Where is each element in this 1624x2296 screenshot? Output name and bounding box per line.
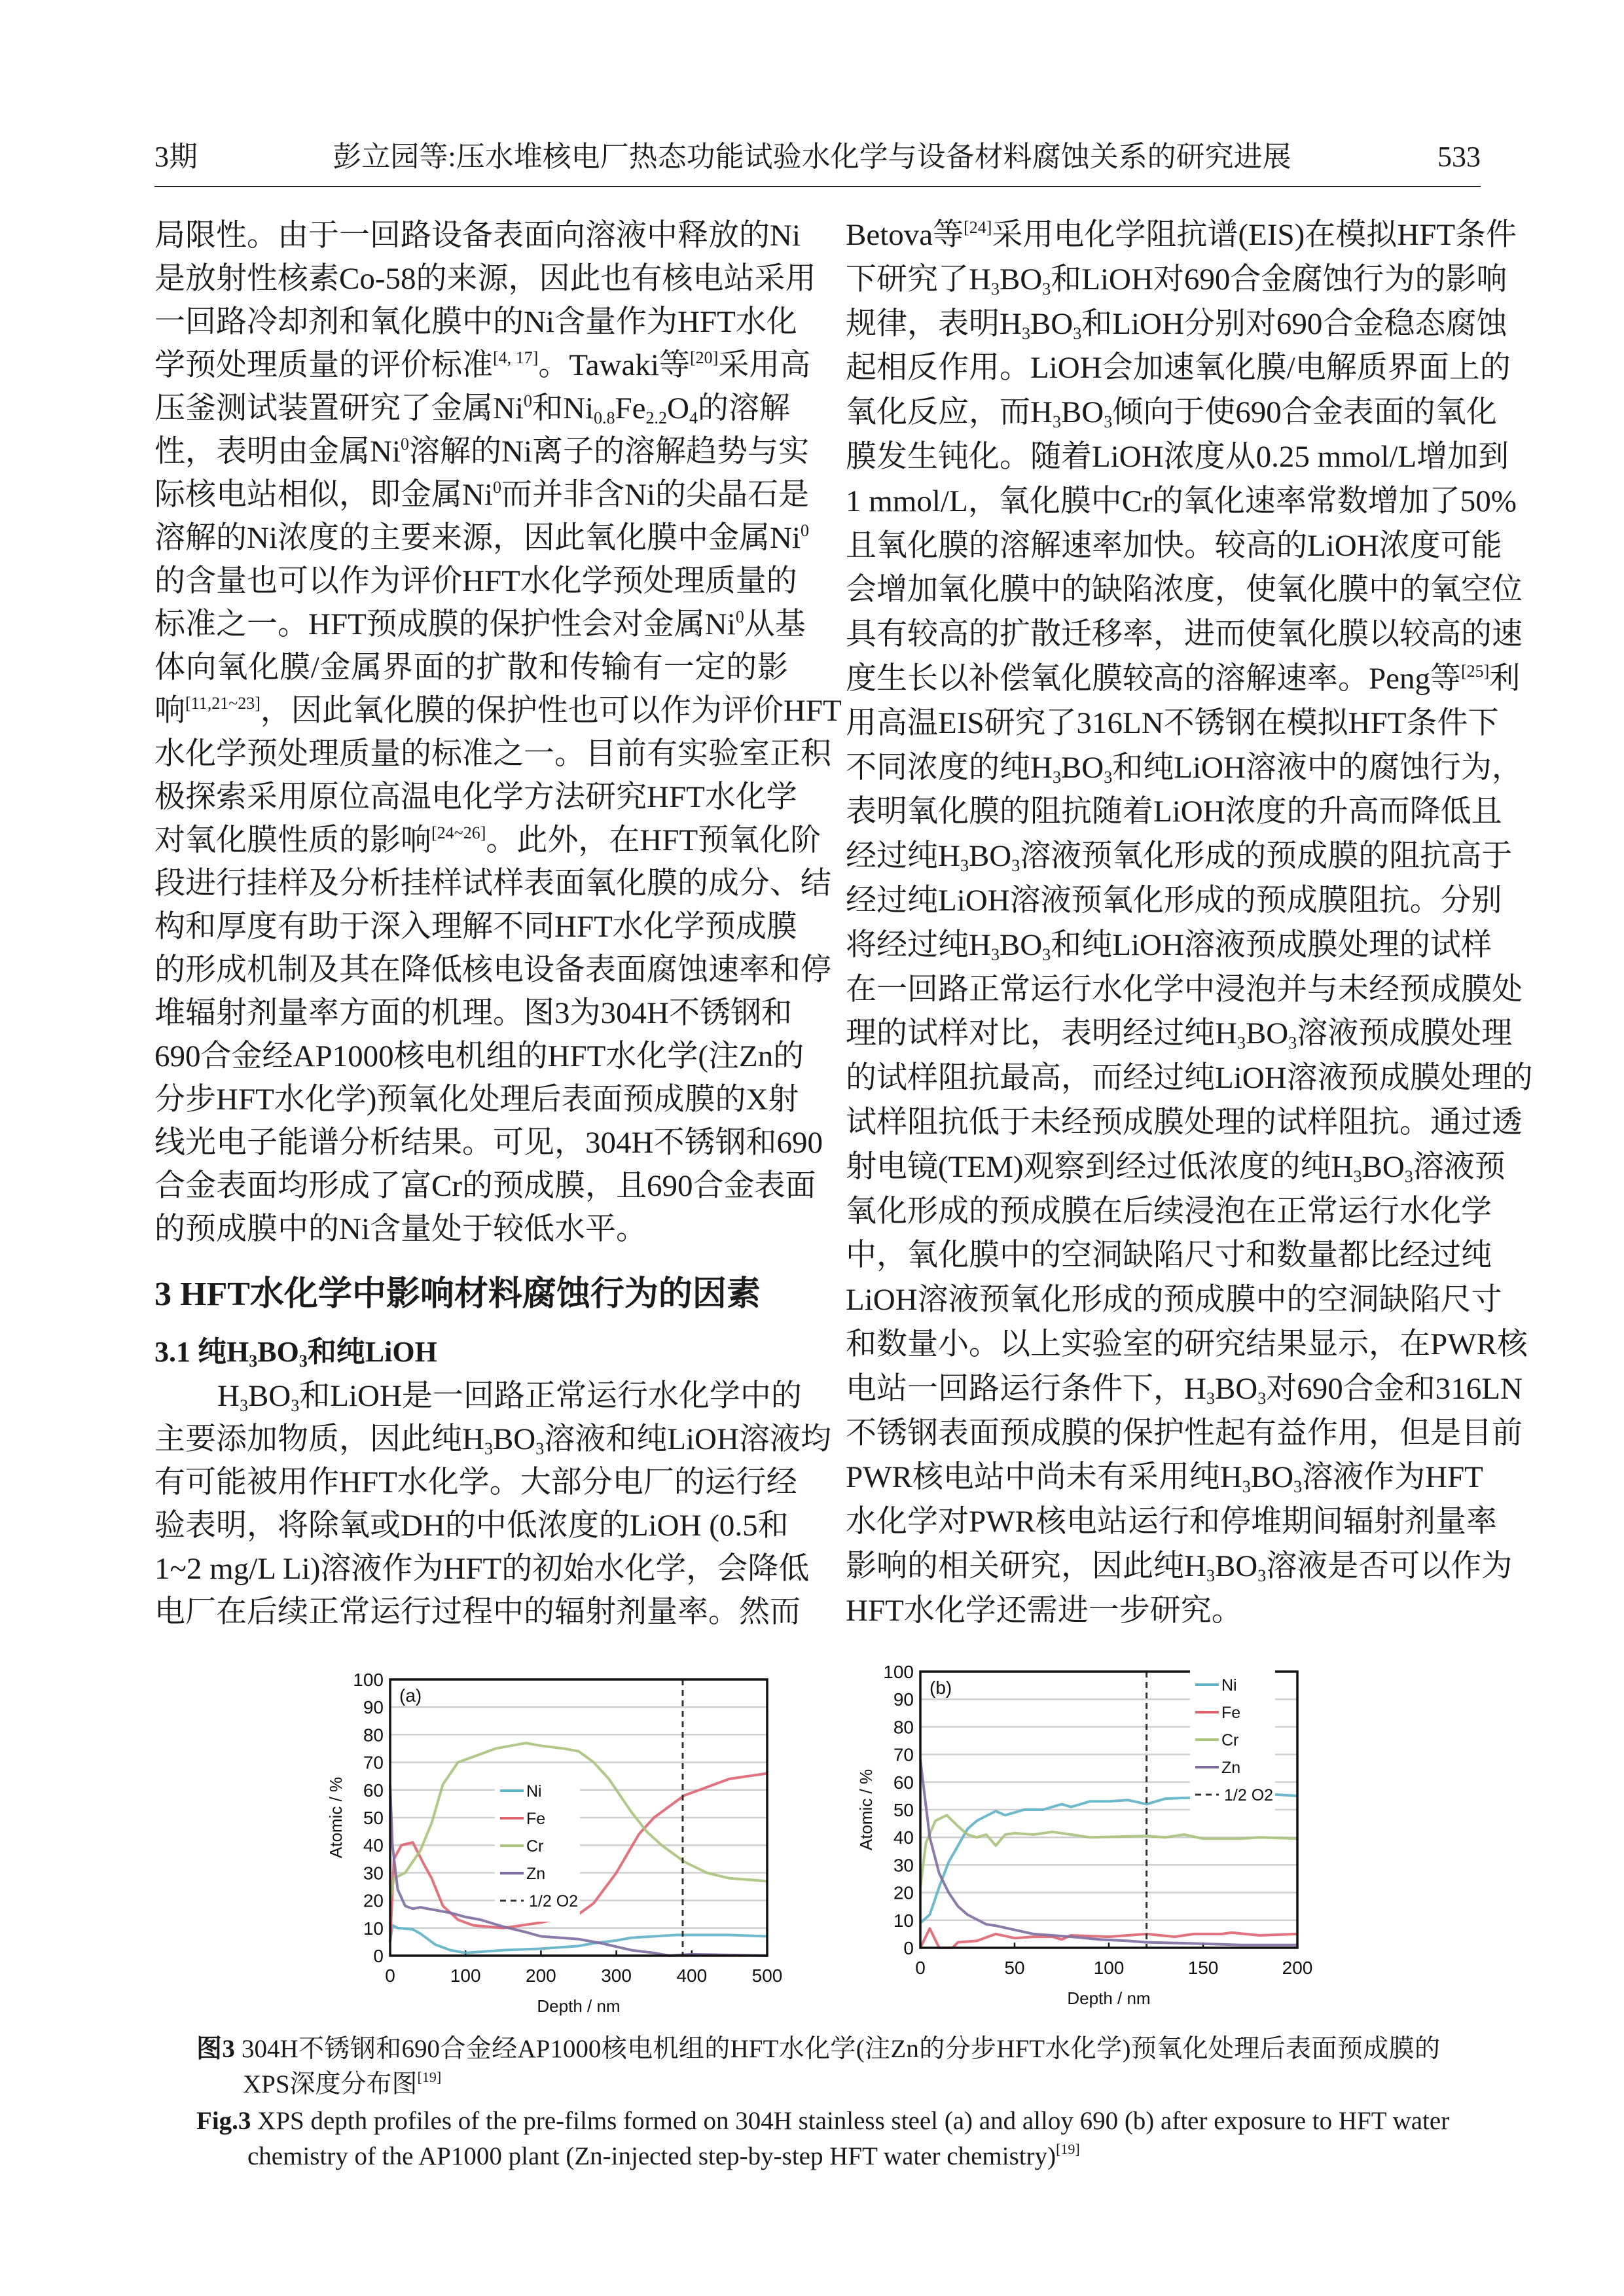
subscript: 3 — [239, 1396, 248, 1415]
text-run: 对氧化膜性质的影响 — [154, 823, 431, 857]
text-run: 水化学预处理质量的标准之一。目前有实验室正积 — [154, 737, 831, 771]
text-line — [154, 948, 831, 992]
chart-b — [844, 1648, 1316, 2022]
legend-label: Fe — [1221, 1704, 1241, 1722]
x-tick-label: 0 — [385, 1965, 395, 1986]
text-line — [846, 924, 1492, 968]
y-tick-label: 100 — [353, 1670, 384, 1690]
text-line — [154, 1078, 799, 1121]
text-run: 具有较高的扩散迁移率，进而使氧化膜以较高的速 — [846, 617, 1523, 652]
header-page-number: 533 — [1437, 141, 1481, 173]
text-line — [154, 1208, 788, 1251]
y-tick-label: 30 — [893, 1855, 914, 1876]
text-run: 690合金经AP1000核电机组的HFT水化学(注Zn的 — [154, 1039, 804, 1073]
y-tick-label: 10 — [363, 1918, 384, 1939]
y-tick-label: 30 — [363, 1863, 384, 1884]
subscript: 3 — [1042, 944, 1051, 964]
text-run: 溶液预氧化形成的预成膜的阻抗高于 — [1020, 839, 1513, 874]
left-column-paragraph — [154, 214, 842, 1251]
text-line — [154, 905, 797, 948]
text-line — [154, 689, 842, 732]
text-run: 溶液是否可以作为 — [1266, 1549, 1513, 1583]
text-run: Fe — [615, 391, 646, 425]
x-tick-label: 500 — [751, 1965, 783, 1986]
text-line — [154, 1035, 804, 1078]
text-run: BO — [257, 1336, 299, 1368]
legend-label: Zn — [526, 1865, 546, 1883]
subscript: 3 — [535, 1439, 545, 1458]
right-column-paragraph — [846, 213, 1533, 1634]
legend-label: Ni — [526, 1782, 542, 1801]
x-tick-label: 150 — [1187, 1958, 1219, 1978]
panel-label: (b) — [929, 1677, 952, 1698]
text-run: 的试样阻抗最高，而经过纯LiOH溶液预成膜处理的 — [846, 1061, 1533, 1096]
y-tick-label: 60 — [893, 1772, 914, 1793]
legend-label: Zn — [1221, 1759, 1241, 1777]
text-run: 在一回路正常运行水化学中浸泡并与未经预成膜处 — [846, 972, 1523, 1007]
text-line — [154, 516, 809, 560]
y-tick-label: 10 — [893, 1910, 914, 1931]
text-line — [846, 1500, 1497, 1545]
text-run: 1 mmol/L，氧化膜中Cr的氧化速率常数增加了50% — [846, 484, 1517, 518]
header-title: 彭立园等:压水堆核电厂热态功能试验水化学与设备材料腐蚀关系的研究进展 — [333, 141, 1291, 173]
superscript-citation: [24] — [964, 218, 992, 237]
legend-label: Cr — [526, 1837, 544, 1856]
y-tick-label: 50 — [893, 1800, 914, 1820]
header-issue: 3期 — [154, 141, 198, 173]
text-run: Betova等 — [846, 218, 964, 252]
y-tick-label: 60 — [363, 1780, 384, 1801]
text-run: 氧化形成的预成膜在后续浸泡在正常运行水化学 — [846, 1194, 1492, 1229]
text-line — [154, 1374, 802, 1418]
panel-label: (a) — [399, 1685, 422, 1706]
text-run: 膜发生钝化。随着LiOH浓度从0.25 mmol/L增加到 — [846, 439, 1509, 474]
text-run: 堆辐射剂量率方面的机理。图3为304H不锈钢和 — [154, 996, 792, 1030]
subscript: 3 — [1052, 412, 1061, 432]
text-run: 段进行挂样及分析挂样试样表面氧化膜的成分、结 — [154, 867, 831, 901]
subscript: 3 — [249, 1352, 258, 1371]
x-tick-label: 400 — [676, 1965, 708, 1986]
text-run: 和LiOH对690合金腐蚀行为的影响 — [1051, 262, 1507, 296]
text-run: 度生长以补偿氧化膜较高的溶解速率。Peng等 — [846, 661, 1461, 696]
text-run: 而并非含Ni的尖晶石是 — [501, 478, 809, 512]
text-run: 局限性。由于一回路设备表面向溶液中释放的Ni — [154, 219, 801, 253]
text-line — [846, 568, 1523, 613]
x-tick-label: 100 — [1093, 1958, 1125, 1978]
text-line — [846, 524, 1502, 569]
text-run: 溶液预 — [1413, 1149, 1506, 1184]
text-run: 和数量小。以上实验室的研究结果显示，在PWR核 — [846, 1327, 1528, 1361]
text-run: 际核电站相似，即金属Ni — [154, 478, 493, 512]
text-run: 起相反作用。LiOH会加速氧化膜/电解质界面上的 — [846, 351, 1511, 386]
superscript-citation: [25] — [1461, 661, 1490, 681]
text-line — [154, 1504, 788, 1547]
text-line — [846, 702, 1499, 746]
text-run: 的含量也可以作为评价HFT水化学预处理质量的 — [154, 564, 797, 598]
superscript-citation: [20] — [689, 348, 719, 367]
series-line-cr — [920, 1815, 1297, 1887]
text-line — [154, 300, 797, 344]
subscript: 3 — [990, 944, 1000, 964]
text-run: 倾向于使690合金表面的氧化 — [1112, 395, 1497, 430]
legend-label: 1/2 O2 — [1224, 1786, 1274, 1804]
text-line — [846, 968, 1523, 1013]
superscript-citation: 0 — [524, 391, 532, 410]
text-line — [846, 879, 1502, 924]
text-line — [154, 214, 801, 257]
subscript: 3 — [960, 856, 969, 876]
text-line — [846, 1589, 1481, 1634]
y-tick-label: 80 — [363, 1725, 384, 1746]
text-line — [846, 391, 1497, 435]
text-run: ，因此氧化膜的保护性也可以作为评价HFT — [260, 694, 842, 728]
text-run: 和LiOH是一回路正常运行水化学中的 — [299, 1379, 802, 1413]
text-run: 经过纯H — [846, 839, 960, 874]
subscript: 2.2 — [645, 408, 667, 427]
subscript: 3 — [1073, 323, 1082, 343]
caption-zh-label: 图3 — [196, 2035, 235, 2063]
caption-zh-ref: [19] — [417, 2069, 442, 2085]
text-run: 一回路冷却剂和氧化膜中的Ni含量作为HFT水化 — [154, 305, 797, 339]
text-run: BO — [1060, 750, 1104, 785]
legend-label: Ni — [1221, 1676, 1237, 1695]
text-run: 的预成膜中的Ni含量处于较低水平。 — [154, 1212, 647, 1246]
text-line — [154, 992, 792, 1035]
left-column-paragraph-2 — [154, 1374, 831, 1634]
text-run: 主要添加物质，因此纯H — [154, 1422, 484, 1456]
text-run: 学预处理质量的评价标准 — [154, 348, 493, 382]
text-run: 合金表面均形成了富Cr的预成膜，且690合金表面 — [154, 1169, 816, 1203]
text-run: BO — [1245, 1016, 1289, 1051]
subscript: 3 — [1293, 1477, 1303, 1497]
text-run: 影响的相关研究，因此纯H — [846, 1549, 1206, 1583]
text-run: 试样阻抗低于未经预成膜处理的试样阻抗。通过透 — [846, 1105, 1523, 1139]
legend-label: Fe — [526, 1810, 546, 1828]
text-run: 对690合金和316LN — [1266, 1371, 1523, 1406]
x-tick-label: 300 — [601, 1965, 632, 1986]
x-tick-label: 100 — [450, 1965, 481, 1986]
text-line — [154, 819, 821, 862]
text-run: BO — [247, 1379, 291, 1413]
caption-en-text: XPS depth profiles of the pre-films formed on 304H stainless steel (a) and alloy 690 (b) after exposure to HFT water — [251, 2107, 1450, 2135]
y-tick-label: 0 — [373, 1946, 384, 1966]
text-line — [846, 1012, 1513, 1056]
text-run: 从基 — [744, 607, 806, 641]
text-run: 水化学对PWR核电站运行和停堆期间辐射剂量率 — [846, 1505, 1497, 1539]
text-run: 采用高 — [718, 348, 811, 382]
text-run: 和LiOH分别对690合金稳态腐蚀 — [1081, 306, 1507, 341]
text-run: 性，表明由金属Ni — [154, 435, 401, 469]
text-line — [846, 435, 1509, 480]
text-run: 响 — [154, 694, 185, 728]
text-line — [846, 1456, 1481, 1500]
text-run: 不锈钢表面预成膜的保护性起有益作用，但是目前 — [846, 1416, 1523, 1450]
subscript: 3 — [484, 1439, 493, 1458]
subscript: 3 — [1052, 767, 1061, 787]
subscript: 0.8 — [594, 408, 615, 427]
text-run: 压釜测试装置研究了金属Ni — [154, 391, 524, 425]
text-run: BO — [1060, 395, 1104, 430]
text-run: 将经过纯H — [846, 927, 991, 962]
y-tick-label: 20 — [893, 1882, 914, 1903]
text-line — [846, 1234, 1492, 1278]
text-line — [154, 1547, 810, 1590]
superscript-citation: 0 — [801, 521, 809, 540]
text-run: 3.1 纯H — [154, 1336, 249, 1368]
subscript: 3 — [298, 1352, 308, 1371]
text-run: 分步HFT水化学)预氧化处理后表面预成膜的X射 — [154, 1083, 799, 1117]
text-line — [846, 1323, 1528, 1367]
caption-en-ref: [19] — [1056, 2141, 1080, 2157]
superscript-citation: 0 — [735, 607, 744, 626]
text-run: 。Tawaki等 — [538, 348, 690, 382]
superscript-citation: 0 — [493, 478, 501, 497]
y-tick-label: 100 — [883, 1662, 914, 1682]
section-heading: 3 HFT水化学中影响材料腐蚀行为的因素 — [154, 1276, 761, 1313]
text-line — [154, 776, 797, 819]
subscript: 4 — [689, 408, 698, 427]
caption-en-text-2: chemistry of the AP1000 plant (Zn-injected step-by-step HFT water chemistry) — [247, 2142, 1056, 2170]
text-run: 溶解的Ni浓度的主要来源，因此氧化膜中金属Ni — [154, 521, 801, 555]
text-run: 理的试样对比，表明经过纯H — [846, 1016, 1237, 1051]
text-run: BO — [1030, 306, 1074, 341]
text-run: 用高温EIS研究了316LN不锈钢在模拟HFT条件下 — [846, 706, 1499, 740]
text-run: 和Ni — [532, 391, 594, 425]
text-run: 表明氧化膜的阻抗随着LiOH浓度的升高而降低且 — [846, 795, 1502, 829]
text-run: PWR核电站中尚未有采用纯H — [846, 1460, 1242, 1495]
text-line — [154, 1418, 831, 1461]
y-tick-label: 20 — [363, 1890, 384, 1911]
subscript: 3 — [1104, 767, 1113, 787]
text-run: BO — [1362, 1149, 1405, 1184]
text-line — [846, 213, 1517, 258]
text-run: 。此外，在HFT预氧化阶 — [486, 823, 821, 857]
text-line — [154, 430, 809, 473]
text-line — [846, 258, 1507, 302]
subscript: 3 — [1257, 1566, 1267, 1585]
x-axis-label: Depth / nm — [1067, 1988, 1151, 2008]
text-run: 是放射性核素Co-58的来源，因此也有核电站采用 — [154, 262, 816, 296]
text-run: 和纯LiOH溶液中的腐蚀行为， — [1112, 750, 1523, 785]
subscript: 3 — [1104, 412, 1113, 432]
text-line — [154, 1461, 797, 1504]
text-run: 且氧化膜的溶解速率加快。较高的LiOH浓度可能 — [846, 528, 1502, 563]
text-line — [154, 473, 809, 516]
subscript: 3 — [1404, 1166, 1413, 1186]
text-line — [154, 732, 831, 776]
legend-label: 1/2 O2 — [529, 1892, 579, 1910]
y-tick-label: 0 — [903, 1938, 914, 1958]
figure-caption-en-cont — [247, 2140, 1080, 2173]
text-line — [846, 1545, 1513, 1589]
text-run: 利 — [1489, 661, 1521, 696]
text-line — [154, 1121, 823, 1164]
subscript: 3 — [1206, 1566, 1215, 1585]
subscript: 3 — [1236, 1033, 1246, 1053]
y-tick-label: 70 — [363, 1752, 384, 1773]
text-line — [846, 746, 1523, 791]
caption-zh-text-2: XPS深度分布图 — [243, 2070, 418, 2098]
subscript: 3 — [1257, 1388, 1267, 1408]
y-tick-label: 40 — [363, 1835, 384, 1856]
text-run: BO — [492, 1422, 536, 1456]
subscript: 3 — [1042, 279, 1051, 298]
caption-zh-text: 304H不锈钢和690合金经AP1000核电机组的HFT水化学(注Zn的分步HFT水化学)预氧化处理后表面预成膜的 — [234, 2035, 1440, 2063]
y-tick-label: 50 — [363, 1808, 384, 1828]
subsection-heading — [154, 1334, 437, 1371]
subscript: 3 — [1011, 856, 1020, 876]
y-axis-label: Atomic / % — [856, 1768, 876, 1851]
text-run: 规律，表明H — [846, 306, 1022, 341]
text-run: BO — [1250, 1460, 1294, 1495]
y-tick-label: 40 — [893, 1827, 914, 1848]
text-line — [846, 1101, 1523, 1145]
text-line — [154, 387, 788, 430]
text-run: 的形成机制及其在降低核电设备表面腐蚀速率和停 — [154, 953, 831, 987]
x-tick-label: 50 — [1004, 1958, 1025, 1978]
text-run: 溶解的Ni离子的溶解趋势与实 — [409, 435, 809, 469]
subscript: 3 — [1206, 1388, 1215, 1408]
text-run: 构和厚度有助于深入理解不同HFT水化学预成膜 — [154, 910, 797, 944]
text-run: 会增加氧化膜中的缺陷浓度，使氧化膜中的氧空位 — [846, 573, 1523, 607]
y-tick-label: 90 — [893, 1689, 914, 1710]
text-line — [846, 657, 1521, 702]
text-run: BO — [1214, 1549, 1258, 1583]
x-tick-label: 200 — [1282, 1958, 1313, 1978]
text-run: O — [667, 391, 689, 425]
subscript: 3 — [990, 279, 1000, 298]
subscript: 3 — [1288, 1033, 1297, 1053]
text-run: 经过纯LiOH溶液预氧化形成的预成膜阻抗。分别 — [846, 883, 1502, 918]
text-line — [846, 480, 1517, 524]
text-line — [846, 1367, 1523, 1412]
text-run: 不同浓度的纯H — [846, 750, 1053, 785]
text-line — [154, 1164, 816, 1208]
text-run: 和纯LiOH — [307, 1336, 437, 1368]
subscript: 3 — [1353, 1166, 1362, 1186]
caption-en-label: Fig.3 — [196, 2107, 251, 2135]
text-line — [154, 603, 806, 646]
text-line — [154, 646, 788, 689]
x-tick-label: 0 — [915, 1958, 926, 1978]
text-line — [154, 862, 831, 905]
text-line — [846, 790, 1502, 834]
text-line — [846, 346, 1511, 391]
text-run: 标准之一。HFT预成膜的保护性会对金属Ni — [154, 607, 736, 641]
text-run: BO — [968, 839, 1012, 874]
text-run: 极探索采用原位高温电化学方法研究HFT水化学 — [154, 780, 797, 814]
y-tick-label: 90 — [363, 1697, 384, 1718]
y-tick-label: 70 — [893, 1744, 914, 1765]
text-line — [154, 257, 816, 300]
text-run: 氧化反应，而H — [846, 395, 1053, 430]
text-line — [846, 1190, 1492, 1234]
x-tick-label: 200 — [526, 1965, 556, 1986]
text-run: 和纯LiOH溶液预成膜处理的试样 — [1051, 927, 1492, 962]
text-run: BO — [1214, 1371, 1258, 1406]
text-line — [846, 1145, 1506, 1190]
figure-caption-zh-cont — [243, 2068, 441, 2101]
text-run: 射电镜(TEM)观察到经过低浓度的纯H — [846, 1149, 1354, 1184]
text-line — [154, 344, 811, 387]
text-run: H — [217, 1379, 240, 1413]
figure-caption-zh — [196, 2033, 1440, 2066]
text-line — [846, 613, 1523, 657]
chart-a — [314, 1656, 785, 2022]
text-run: 的溶解 — [697, 391, 790, 425]
text-run: 线光电子能谱分析结果。可见，304H不锈钢和690 — [154, 1126, 823, 1160]
superscript-citation: [24~26] — [431, 823, 486, 842]
text-run: BO — [999, 262, 1043, 296]
text-line — [846, 834, 1513, 879]
text-line — [846, 302, 1507, 347]
text-line — [846, 1278, 1502, 1323]
superscript-citation: [4, 17] — [493, 348, 539, 367]
text-run: HFT水化学还需进一步研究。 — [846, 1593, 1242, 1628]
text-run: 下研究了H — [846, 262, 991, 296]
text-run: 电厂在后续正常运行过程中的辐射剂量率。然而 — [154, 1595, 801, 1629]
legend-label: Cr — [1221, 1731, 1239, 1749]
text-run: LiOH溶液预氧化形成的预成膜中的空洞缺陷尺寸 — [846, 1283, 1502, 1318]
text-run: 采用电化学阻抗谱(EIS)在模拟HFT条件 — [992, 218, 1517, 252]
text-run: 体向氧化膜/金属界面的扩散和传输有一定的影 — [154, 651, 788, 685]
text-run: 验表明，将除氧或DH的中低浓度的LiOH (0.5和 — [154, 1509, 789, 1543]
text-run: 中，氧化膜中的空洞缺陷尺寸和数量都比经过纯 — [846, 1238, 1492, 1273]
superscript-citation: 0 — [401, 435, 409, 454]
y-axis-label: Atomic / % — [326, 1776, 346, 1859]
figure-caption-en — [196, 2105, 1450, 2138]
text-run: BO — [999, 927, 1043, 962]
subscript: 3 — [1021, 323, 1030, 343]
superscript-citation: [11,21~23] — [185, 694, 261, 713]
text-run: 溶液和纯LiOH溶液均 — [544, 1422, 831, 1456]
text-run: 有可能被用作HFT水化学。大部分电厂的运行经 — [154, 1465, 797, 1499]
text-run: 溶液预成膜处理 — [1297, 1016, 1513, 1051]
subscript: 3 — [291, 1396, 300, 1415]
text-run: 溶液作为HFT — [1302, 1460, 1483, 1495]
text-line — [154, 1590, 801, 1634]
text-line — [154, 560, 797, 603]
text-line — [846, 1412, 1523, 1456]
x-axis-label: Depth / nm — [537, 1996, 621, 2016]
text-line — [846, 1056, 1533, 1101]
text-run: 电站一回路运行条件下，H — [846, 1371, 1206, 1406]
subscript: 3 — [1242, 1477, 1251, 1497]
y-tick-label: 80 — [893, 1717, 914, 1738]
text-run: 1~2 mg/L Li)溶液作为HFT的初始水化学，会降低 — [154, 1552, 810, 1586]
header-rule — [154, 186, 1481, 187]
